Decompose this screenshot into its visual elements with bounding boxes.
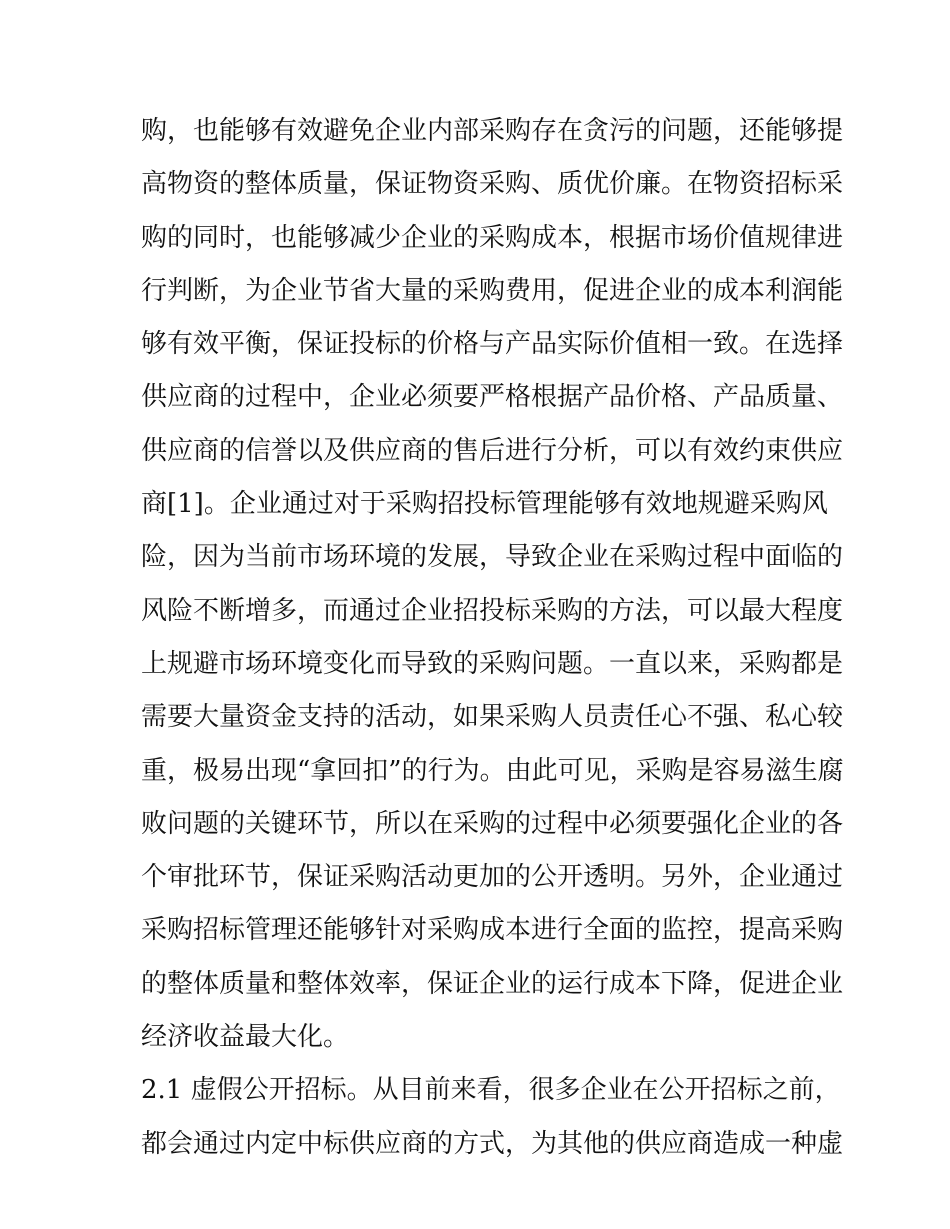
text-line: 供应商的信誉以及供应商的售后进行分析，可以有效约束供应 <box>141 435 844 466</box>
text-line: 够有效平衡，保证投标的价格与产品实际价值相一致。在选择 <box>141 329 844 360</box>
text-line: 重，极易出现“拿回扣”的行为。由此可见，采购是容易滋生腐 <box>141 755 844 786</box>
text-line: 的整体质量和整体效率，保证企业的运行成本下降，促进企业 <box>141 968 844 999</box>
text-line: 需要大量资金支持的活动，如果采购人员责任心不强、私心较 <box>141 702 844 733</box>
text-line: 供应商的过程中，企业必须要严格根据产品价格、产品质量、 <box>141 382 844 413</box>
text-line: 购，也能够有效避免企业内部采购存在贪污的问题，还能够提 <box>141 116 844 146</box>
paragraph-end-line: 经济收益最大化。 <box>141 1022 350 1053</box>
text-line: 商[1]。企业通过对于采购招投标管理能够有效地规避采购风 <box>141 489 828 520</box>
text-line: 采购招标管理还能够针对采购成本进行全面的监控，提高采购 <box>141 915 844 946</box>
text-line: 行判断，为企业节省大量的采购费用，促进企业的成本利润能 <box>141 275 844 306</box>
text-line: 购的同时，也能够减少企业的采购成本，根据市场价值规律进 <box>141 222 844 253</box>
text-line: 个审批环节，保证采购活动更加的公开透明。另外，企业通过 <box>141 862 844 893</box>
text-line: 险，因为当前市场环境的发展，导致企业在采购过程中面临的 <box>141 542 844 573</box>
text-line: 都会通过内定中标供应商的方式，为其他的供应商造成一种虚 <box>141 1128 844 1159</box>
text-line: 败问题的关键环节，所以在采购的过程中必须要强化企业的各 <box>141 808 844 839</box>
text-line: 上规避市场环境变化而导致的采购问题。一直以来，采购都是 <box>141 648 844 679</box>
text-line: 风险不断增多，而通过企业招投标采购的方法，可以最大程度 <box>141 595 844 626</box>
section-heading-line: 2.1 虚假公开招标。从目前来看，很多企业在公开招标之前， <box>141 1075 841 1106</box>
text-line: 高物资的整体质量，保证物资采购、质优价廉。在物资招标采 <box>141 169 844 200</box>
body-text <box>141 110 844 1176</box>
